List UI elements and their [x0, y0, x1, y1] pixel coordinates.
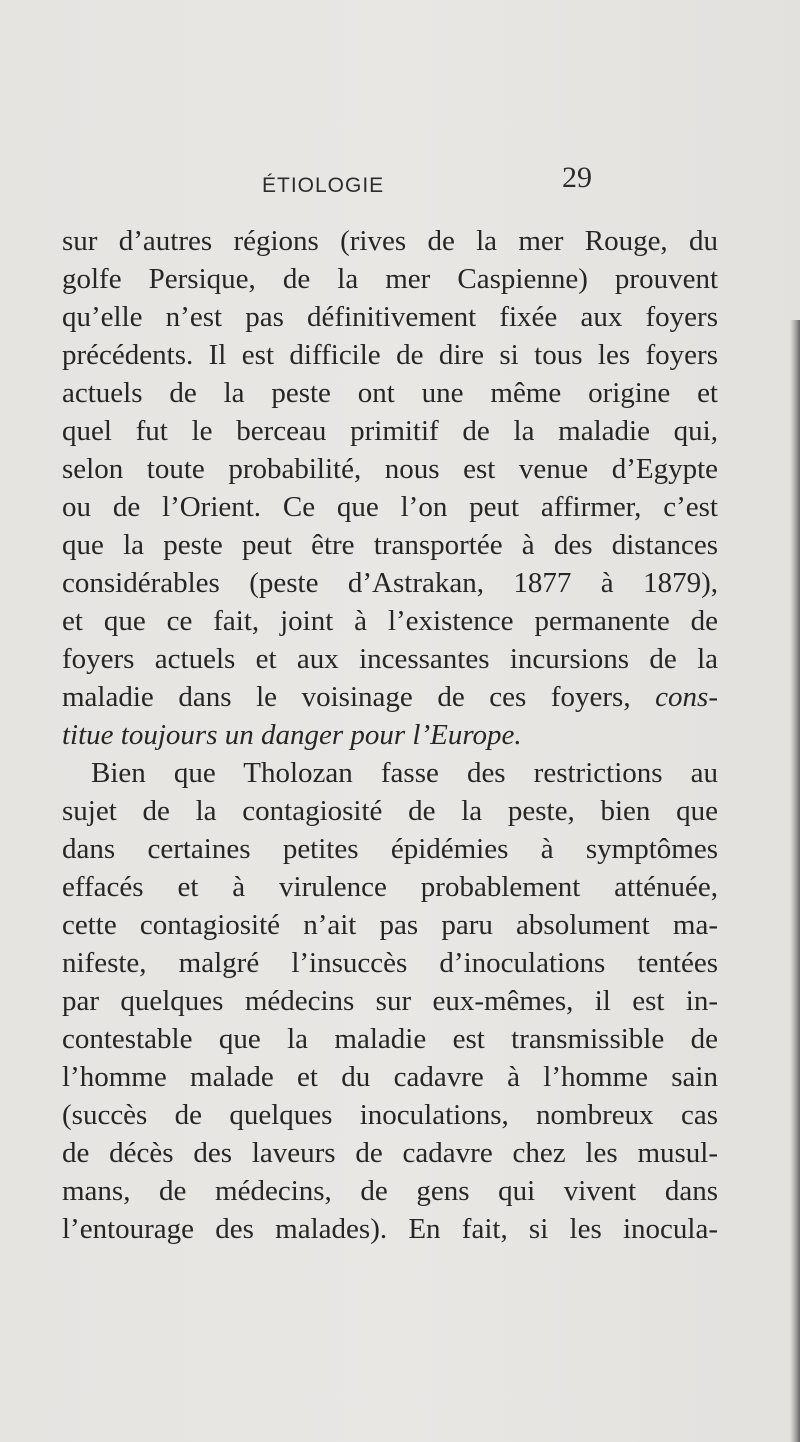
running-head: [0, 161, 800, 206]
text-line-roman: maladie dans le voisinage de ces foyers,: [62, 681, 656, 713]
text-line: dans certaines petites épidémies à symptômes: [62, 833, 718, 865]
page-edge-shadow: [790, 320, 800, 1442]
text-line: effacés et à virulence probablement atténuée,: [62, 871, 718, 903]
text-line: selon toute probabilité, nous est venue d’Egypte: [62, 453, 718, 485]
text-line: qu’elle n’est pas définitivement fixée aux foyers: [62, 301, 718, 333]
text-line: actuels de la peste ont une même origine et: [62, 377, 718, 409]
text-line: foyers actuels et aux incessantes incursions de la: [62, 643, 718, 675]
text-line: considérables (peste d’Astrakan, 1877 à 1879),: [62, 567, 718, 599]
text-line: mans, de médecins, de gens qui vivent dans: [62, 1175, 718, 1207]
page-number: 29: [562, 161, 592, 194]
text-line: golfe Persique, de la mer Caspienne) prouvent: [62, 263, 718, 295]
text-line: quel fut le berceau primitif de la maladie qui,: [62, 415, 718, 447]
text-line: sur d’autres régions (rives de la mer Rouge, du: [62, 225, 718, 257]
text-line-italic: cons-: [655, 681, 718, 713]
text-line: Bien que Tholozan fasse des restrictions au: [91, 757, 718, 789]
text-line: de décès des laveurs de cadavre chez les musul-: [62, 1137, 718, 1169]
text-line: par quelques médecins sur eux-mêmes, il est in-: [62, 985, 718, 1017]
text-line: précédents. Il est difficile de dire si tous les foyers: [62, 339, 718, 371]
text-line: l’entourage des malades). En fait, si les inocula-: [62, 1213, 718, 1245]
text-line: et que ce fait, joint à l’existence permanente de: [62, 605, 718, 637]
text-line: (succès de quelques inoculations, nombreux cas: [62, 1099, 718, 1131]
text-line: [62, 678, 718, 716]
text-line: que la peste peut être transportée à des distances: [62, 529, 718, 561]
text-line: cette contagiosité n’ait pas paru absolument ma-: [62, 909, 718, 941]
text-line: l’homme malade et du cadavre à l’homme sain: [62, 1061, 718, 1093]
text-line: nifeste, malgré l’insuccès d’inoculations tentées: [62, 947, 718, 979]
text-line: ou de l’Orient. Ce que l’on peut affirmer, c’est: [62, 491, 718, 523]
text-line: titue toujours un danger pour l’Europe.: [62, 719, 522, 751]
text-line: contestable que la maladie est transmissible de: [62, 1023, 718, 1055]
text-line: sujet de la contagiosité de la peste, bien que: [62, 795, 718, 827]
chapter-title: ÉTIOLOGIE: [262, 174, 385, 197]
